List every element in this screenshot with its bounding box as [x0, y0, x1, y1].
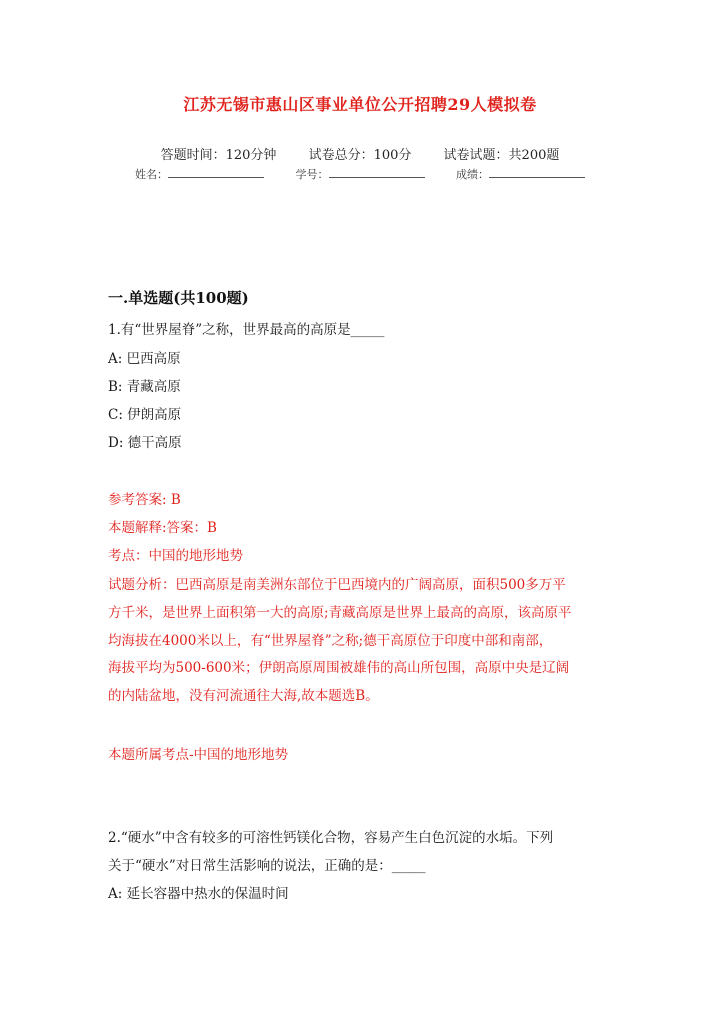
id-label: 学号：: [295, 168, 329, 181]
q1-option-b: B: 青藏高原: [108, 379, 181, 395]
score-label: 成绩：: [456, 168, 489, 181]
q1-option-c: C: 伊朗高原: [108, 407, 182, 423]
question-2-line: 关于“硬水”对日常生活影响的说法，正确的是：_____: [108, 858, 426, 874]
q1-option-a: A: 巴西高原: [108, 351, 181, 367]
exam-info: [0, 144, 720, 163]
student-fields: [0, 166, 720, 182]
question-1: 1.有“世界屋脊”之称，世界最高的高原是_____: [108, 322, 385, 338]
analysis-line: 均海拔在4000米以上，有“世界屋脊”之称;德干高原位于印度中部和南部，: [108, 632, 553, 649]
q1-analysis: [108, 572, 616, 711]
analysis-line: 的内陆盆地，没有河流通往大海,故本题选B。: [108, 688, 379, 705]
name-field: [135, 168, 264, 181]
question-2-line: 2.“硬水”中含有较多的可溶性钙镁化合物，容易产生白色沉淀的水垢。下列: [108, 830, 554, 846]
id-blank: [329, 167, 425, 178]
analysis-line: 试题分析：巴西高原是南美洲东部位于巴西境内的广阔高原，面积500多万平: [108, 577, 566, 593]
q1-explanation: 本题解释:答案：B: [108, 520, 217, 536]
question-2: [108, 824, 618, 908]
q2-option-a: A: 延长容器中热水的保温时间: [108, 886, 289, 902]
score-field: [456, 168, 585, 181]
q1-category: 本题所属考点-中国的地形地势: [108, 747, 289, 763]
analysis-line: 海拔平均为500-600米；伊朗高原周围被雄伟的高山所包围，高原中央是辽阔: [108, 660, 570, 677]
section-title: 一.单选题(共100题): [108, 289, 249, 307]
exam-total-score: 试卷总分：100分: [308, 148, 412, 163]
page-title: 江苏无锡市惠山区事业单位公开招聘29人模拟卷: [183, 95, 537, 114]
q1-option-d: D: 德干高原: [108, 435, 182, 451]
name-blank: [168, 167, 264, 178]
analysis-line: 方千米，是世界上面积第一大的高原;青藏高原是世界上最高的高原，该高原平: [108, 604, 572, 621]
score-blank: [489, 167, 585, 178]
q1-answer: 参考答案: B: [108, 492, 181, 508]
exam-question-count: 试卷试题：共200题: [443, 148, 560, 163]
exam-time: 答题时间：120分钟: [160, 148, 277, 163]
name-label: 姓名：: [135, 168, 168, 181]
q1-knowledge-point: 考点：中国的地形地势: [108, 548, 243, 564]
id-field: [296, 168, 425, 181]
